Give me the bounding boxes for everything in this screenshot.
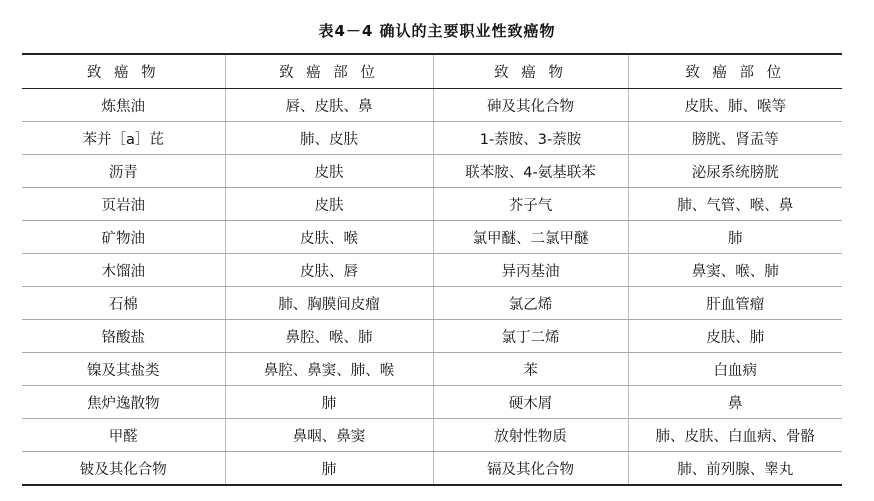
table-header bbox=[22, 54, 842, 89]
carcinogen-cell: 芥子气 bbox=[433, 188, 628, 221]
carcinogen-cell: 矿物油 bbox=[22, 221, 225, 254]
carcinogen-cell: 硬木屑 bbox=[433, 386, 628, 419]
carcinogen-cell: 铬酸盐 bbox=[22, 320, 225, 353]
table-row bbox=[22, 452, 842, 486]
carcinogen-cell: 放射性物质 bbox=[433, 419, 628, 452]
carcinogen-cell: 异丙基油 bbox=[433, 254, 628, 287]
carcinogen-cell: 氯甲醚、二氯甲醚 bbox=[433, 221, 628, 254]
table-row bbox=[22, 386, 842, 419]
carcinogen-cell: 页岩油 bbox=[22, 188, 225, 221]
site-cell: 肺 bbox=[628, 221, 842, 254]
site-cell: 肺、皮肤、白血病、骨骼 bbox=[628, 419, 842, 452]
table-row bbox=[22, 419, 842, 452]
site-cell: 肺、皮肤 bbox=[225, 122, 433, 155]
carcinogen-cell: 1-萘胺、3-萘胺 bbox=[433, 122, 628, 155]
table-row bbox=[22, 287, 842, 320]
site-cell: 皮肤 bbox=[225, 188, 433, 221]
site-cell: 肺、胸膜间皮瘤 bbox=[225, 287, 433, 320]
table-row bbox=[22, 188, 842, 221]
carcinogen-cell: 砷及其化合物 bbox=[433, 89, 628, 122]
site-cell: 皮肤、喉 bbox=[225, 221, 433, 254]
carcinogen-cell: 甲醛 bbox=[22, 419, 225, 452]
table-row bbox=[22, 155, 842, 188]
header-carcinogen: 致 癌 物 bbox=[22, 54, 225, 89]
carcinogen-cell: 炼焦油 bbox=[22, 89, 225, 122]
header-row bbox=[22, 54, 842, 89]
table-row bbox=[22, 320, 842, 353]
site-cell: 鼻 bbox=[628, 386, 842, 419]
carcinogen-cell: 联苯胺、4-氨基联苯 bbox=[433, 155, 628, 188]
table-row bbox=[22, 254, 842, 287]
header-site: 致 癌 部 位 bbox=[628, 54, 842, 89]
header-site: 致 癌 部 位 bbox=[225, 54, 433, 89]
carcinogen-cell: 苯并［a］芘 bbox=[22, 122, 225, 155]
table-row bbox=[22, 353, 842, 386]
site-cell: 皮肤、唇 bbox=[225, 254, 433, 287]
carcinogen-cell: 镍及其盐类 bbox=[22, 353, 225, 386]
carcinogen-cell: 氯乙烯 bbox=[433, 287, 628, 320]
header-carcinogen: 致 癌 物 bbox=[433, 54, 628, 89]
site-cell: 鼻窦、喉、肺 bbox=[628, 254, 842, 287]
carcinogen-cell: 木馏油 bbox=[22, 254, 225, 287]
site-cell: 白血病 bbox=[628, 353, 842, 386]
site-cell: 鼻咽、鼻窦 bbox=[225, 419, 433, 452]
carcinogen-cell: 石棉 bbox=[22, 287, 225, 320]
site-cell: 皮肤 bbox=[225, 155, 433, 188]
carcinogen-cell: 镉及其化合物 bbox=[433, 452, 628, 486]
site-cell: 唇、皮肤、鼻 bbox=[225, 89, 433, 122]
table-row bbox=[22, 122, 842, 155]
site-cell: 肺、前列腺、睾丸 bbox=[628, 452, 842, 486]
carcinogen-cell: 沥青 bbox=[22, 155, 225, 188]
site-cell: 泌尿系统膀胱 bbox=[628, 155, 842, 188]
carcinogen-cell: 铍及其化合物 bbox=[22, 452, 225, 486]
table-caption: 表4－4 确认的主要职业性致癌物 bbox=[318, 22, 556, 40]
site-cell: 皮肤、肺 bbox=[628, 320, 842, 353]
site-cell: 肺 bbox=[225, 386, 433, 419]
carcinogen-cell: 氯丁二烯 bbox=[433, 320, 628, 353]
site-cell: 皮肤、肺、喉等 bbox=[628, 89, 842, 122]
carcinogen-table bbox=[22, 53, 842, 486]
table-row bbox=[22, 221, 842, 254]
carcinogen-cell: 苯 bbox=[433, 353, 628, 386]
site-cell: 鼻腔、喉、肺 bbox=[225, 320, 433, 353]
table-row bbox=[22, 89, 842, 122]
carcinogen-cell: 焦炉逸散物 bbox=[22, 386, 225, 419]
site-cell: 肺 bbox=[225, 452, 433, 486]
site-cell: 肺、气管、喉、鼻 bbox=[628, 188, 842, 221]
site-cell: 肝血管瘤 bbox=[628, 287, 842, 320]
site-cell: 膀胱、肾盂等 bbox=[628, 122, 842, 155]
site-cell: 鼻腔、鼻窦、肺、喉 bbox=[225, 353, 433, 386]
table-body bbox=[22, 89, 842, 486]
